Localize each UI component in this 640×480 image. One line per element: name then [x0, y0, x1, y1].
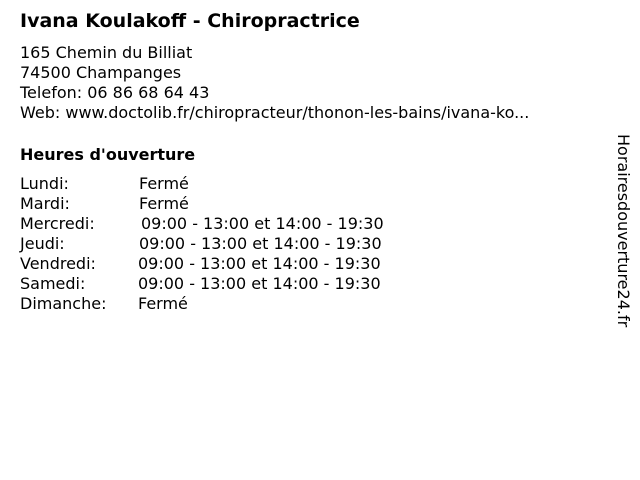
time-value: Fermé — [138, 294, 188, 313]
business-name: Ivana Koulakoff - Chiropractrice — [20, 10, 360, 32]
opening-hours-heading: Heures d'ouverture — [20, 145, 196, 164]
contact-block — [20, 43, 529, 123]
day-label: Mercredi: — [20, 214, 95, 233]
day-label: Mardi: — [20, 194, 70, 213]
time-value: Fermé — [139, 194, 189, 213]
time-value: 09:00 - 13:00 et 14:00 - 19:30 — [138, 254, 381, 273]
day-label: Lundi: — [20, 174, 69, 193]
time-value: 09:00 - 13:00 et 14:00 - 19:30 — [139, 234, 382, 253]
phone-number: Telefon: 06 86 68 64 43 — [20, 83, 210, 102]
watermark-text: Horairesdouverture24.fr — [614, 134, 633, 328]
time-value: Fermé — [139, 174, 189, 193]
time-value: 09:00 - 13:00 et 14:00 - 19:30 — [138, 274, 381, 293]
street-address: 165 Chemin du Billiat — [20, 43, 193, 62]
website-link[interactable]: Web: www.doctolib.fr/chiropracteur/thonon-les-bains/ivana-ko... — [20, 103, 530, 122]
day-label: Jeudi: — [20, 234, 65, 253]
day-label: Samedi: — [20, 274, 86, 293]
time-value: 09:00 - 13:00 et 14:00 - 19:30 — [141, 214, 384, 233]
day-label: Dimanche: — [20, 294, 107, 313]
site-watermark — [612, 134, 634, 344]
city-postcode: 74500 Champanges — [20, 63, 182, 82]
day-label: Vendredi: — [20, 254, 96, 273]
